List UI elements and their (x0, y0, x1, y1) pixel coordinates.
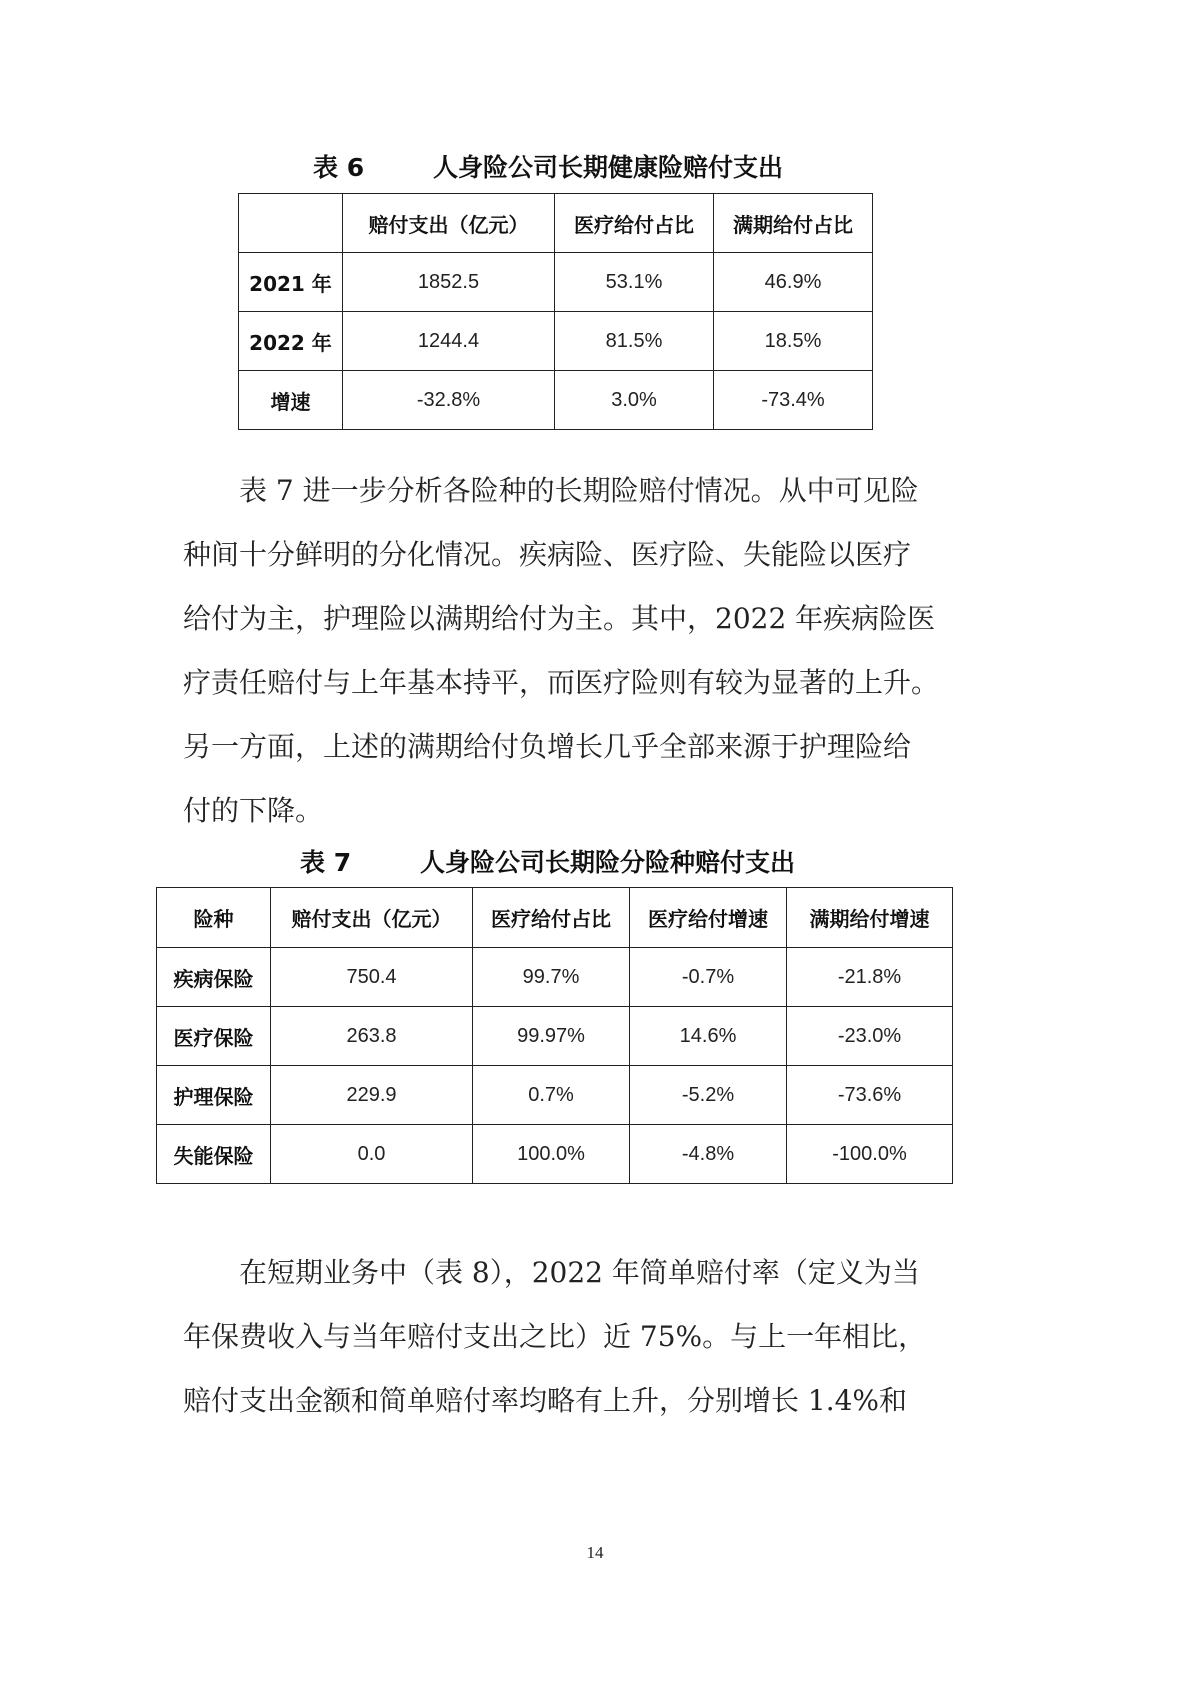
paragraph-line: 付的下降。 (183, 794, 324, 827)
table-row (157, 1007, 953, 1066)
table7-cell: -0.7% (630, 948, 787, 1007)
table7-row-label: 失能保险 (157, 1125, 271, 1184)
table7-header-cell: 满期给付增速 (787, 888, 953, 948)
table7-cell: -73.6% (787, 1066, 953, 1125)
paragraph-line: 表 7 进一步分析各险种的长期险赔付情况。从中可见险 (239, 474, 919, 507)
table6-cell: -73.4% (714, 371, 873, 430)
paragraph-line: 疗责任赔付与上年基本持平，而医疗险则有较为显著的上升。 (183, 666, 940, 699)
table7-cell: 229.9 (271, 1066, 473, 1125)
table6-cell: 81.5% (555, 312, 714, 371)
table7-cell: 263.8 (271, 1007, 473, 1066)
paragraph-line: 在短期业务中（表 8），2022 年简单赔付率（定义为当 (239, 1256, 920, 1289)
table7-header-cell: 医疗给付占比 (473, 888, 630, 948)
table6-row-label: 增速 (239, 371, 343, 430)
paragraph-line: 种间十分鲜明的分化情况。疾病险、医疗险、失能险以医疗 (183, 538, 912, 571)
table6-header-cell (239, 194, 343, 253)
table-row (239, 312, 873, 371)
table-row (157, 1125, 953, 1184)
table7 (156, 887, 953, 1184)
table7-cell: -23.0% (787, 1007, 953, 1066)
table7-cell: 750.4 (271, 948, 473, 1007)
table6 (238, 193, 873, 430)
table7-header-cell: 赔付支出（亿元） (271, 888, 473, 948)
table6-header-cell: 医疗给付占比 (555, 194, 714, 253)
table7-header-cell: 医疗给付增速 (630, 888, 787, 948)
table6-caption-title: 人身险公司长期健康险赔付支出 (433, 153, 784, 182)
table7-cell: -5.2% (630, 1066, 787, 1125)
table6-row-label: 2021 年 (239, 253, 343, 312)
table7-caption-number: 表 7 (300, 848, 352, 877)
table7-caption-title: 人身险公司长期险分险种赔付支出 (420, 848, 796, 877)
table6-header-cell: 满期给付占比 (714, 194, 873, 253)
body-paragraph-2 (183, 1241, 1013, 1433)
table6-cell: 1852.5 (343, 253, 555, 312)
table7-row-label: 医疗保险 (157, 1007, 271, 1066)
table7-cell: -4.8% (630, 1125, 787, 1184)
table7-row-label: 疾病保险 (157, 948, 271, 1007)
table6-cell: 18.5% (714, 312, 873, 371)
page-number: 14 (586, 1543, 604, 1562)
table7-cell: 0.0 (271, 1125, 473, 1184)
table7-cell: -21.8% (787, 948, 953, 1007)
table6-header-cell: 赔付支出（亿元） (343, 194, 555, 253)
table7-cell: 14.6% (630, 1007, 787, 1066)
table6-caption-number: 表 6 (313, 153, 365, 182)
table7-cell: 99.7% (473, 948, 630, 1007)
table6-cell: 53.1% (555, 253, 714, 312)
table7-cell: 99.97% (473, 1007, 630, 1066)
table-row (239, 253, 873, 312)
table-row (239, 371, 873, 430)
table7-row-label: 护理保险 (157, 1066, 271, 1125)
table7-caption (0, 843, 1190, 879)
table7-cell: -100.0% (787, 1125, 953, 1184)
table-row (157, 948, 953, 1007)
table6-cell: 1244.4 (343, 312, 555, 371)
table6-cell: 3.0% (555, 371, 714, 430)
paragraph-line: 赔付支出金额和简单赔付率均略有上升，分别增长 1.4%和 (183, 1384, 908, 1417)
table6-header-row (239, 194, 873, 253)
table-row (157, 1066, 953, 1125)
paragraph-line: 给付为主，护理险以满期给付为主。其中，2022 年疾病险医 (183, 602, 936, 635)
paragraph-line: 年保费收入与当年赔付支出之比）近 75%。与上一年相比， (183, 1320, 927, 1353)
table7-header-cell: 险种 (157, 888, 271, 948)
table7-cell: 0.7% (473, 1066, 630, 1125)
table6-caption (0, 148, 1190, 184)
table6-cell: 46.9% (714, 253, 873, 312)
paragraph-line: 另一方面，上述的满期给付负增长几乎全部来源于护理险给 (183, 730, 912, 763)
table6-row-label: 2022 年 (239, 312, 343, 371)
table6-cell: -32.8% (343, 371, 555, 430)
table7-header-row (157, 888, 953, 948)
body-paragraph-1 (183, 459, 1013, 843)
table7-cell: 100.0% (473, 1125, 630, 1184)
